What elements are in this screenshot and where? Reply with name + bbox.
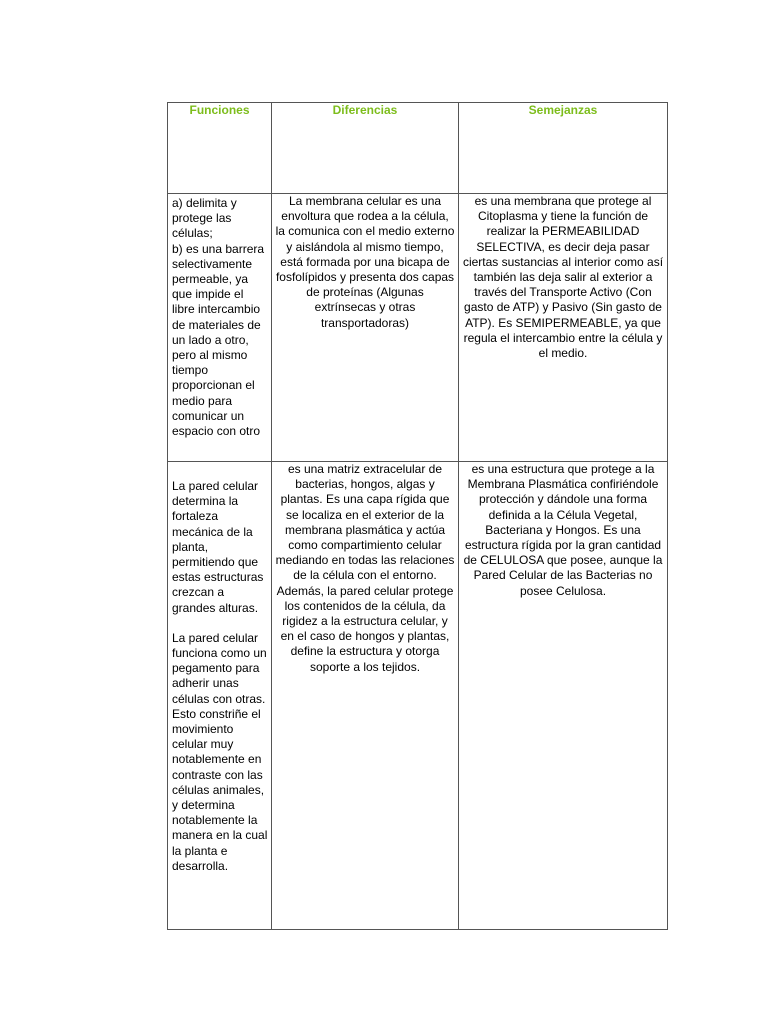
- cell-funciones-membrana: [168, 194, 272, 462]
- cell-diferencias-membrana: [272, 194, 459, 462]
- cell-paragraph: La pared celular determina la fortaleza mecánica de la planta, permitiendo que estas estructuras crezcan a grandes alturas.: [172, 479, 264, 615]
- cell-semejanzas-pared: [459, 462, 668, 930]
- header-funciones: Funciones: [168, 103, 272, 194]
- cell-diferencias-pared: [272, 462, 459, 930]
- header-row: [168, 103, 668, 194]
- table-row: [168, 194, 668, 462]
- cell-funciones-pared: [168, 462, 272, 930]
- header-diferencias: Diferencias: [272, 103, 459, 194]
- header-semejanzas: Semejanzas: [459, 103, 668, 194]
- cell-text: es una membrana que protege al Citoplasma y tiene la función de realizar la PERMEABILIDAD SELECTIVA, es decir deja pasar ciertas sustancias al interior como así también las deja salir al exterior a través del Transporte Activo (Con gasto de ATP) y Pasivo (Sin gasto de ATP). Es SEMIPERMEABLE, ya que regula el intercambio entre la célula y el medio.: [462, 194, 664, 361]
- cell-text: es una matriz extracelular de bacterias, hongos, algas y plantas. Es una capa rígida que se localiza en el exterior de la membrana plasmática y actúa como compartimiento celular mediando en todas las relaciones de la célula con el entorno. Además, la pared celular protege los contenidos de la célula, da rigidez a la estructura celular, y en el caso de hongos y plantas, define la estructura y otorga soporte a los tejidos.: [275, 462, 455, 674]
- table-row: [168, 462, 668, 930]
- comparison-table: [167, 102, 668, 930]
- cell-semejanzas-membrana: [459, 194, 668, 462]
- cell-paragraph: La pared celular funciona como un pegamento para adherir unas células con otras. Esto constriñe el movimiento celular muy notablemente en contraste con las células animales, y determina notablemente la manera en la cual la planta e desarrolla.: [172, 630, 268, 873]
- cell-text: a) delimita y protege las células; b) es una barrera selectivamente permeable, ya que impide el libre intercambio de materiales de un lado a otro, pero al mismo tiempo proporcionan el medio para comunicar un espacio con otro: [172, 196, 265, 439]
- cell-text: La membrana celular es una envoltura que rodea a la célula, la comunica con el medio externo y aislándola al mismo tiempo, está formada por una bicapa de fosfolípidos y presenta dos capas de proteínas (Algunas extrínsecas y otras transportadoras): [275, 194, 455, 330]
- cell-text: es una estructura que protege a la Membrana Plasmática confiriéndole protección y dándole una forma definida a la Célula Vegetal, Bacteriana y Hongos. Es una estructura rígida por la gran cantidad de CELULOSA que posee, aunque la Pared Celular de las Bacterias no posee Celulosa.: [463, 462, 663, 598]
